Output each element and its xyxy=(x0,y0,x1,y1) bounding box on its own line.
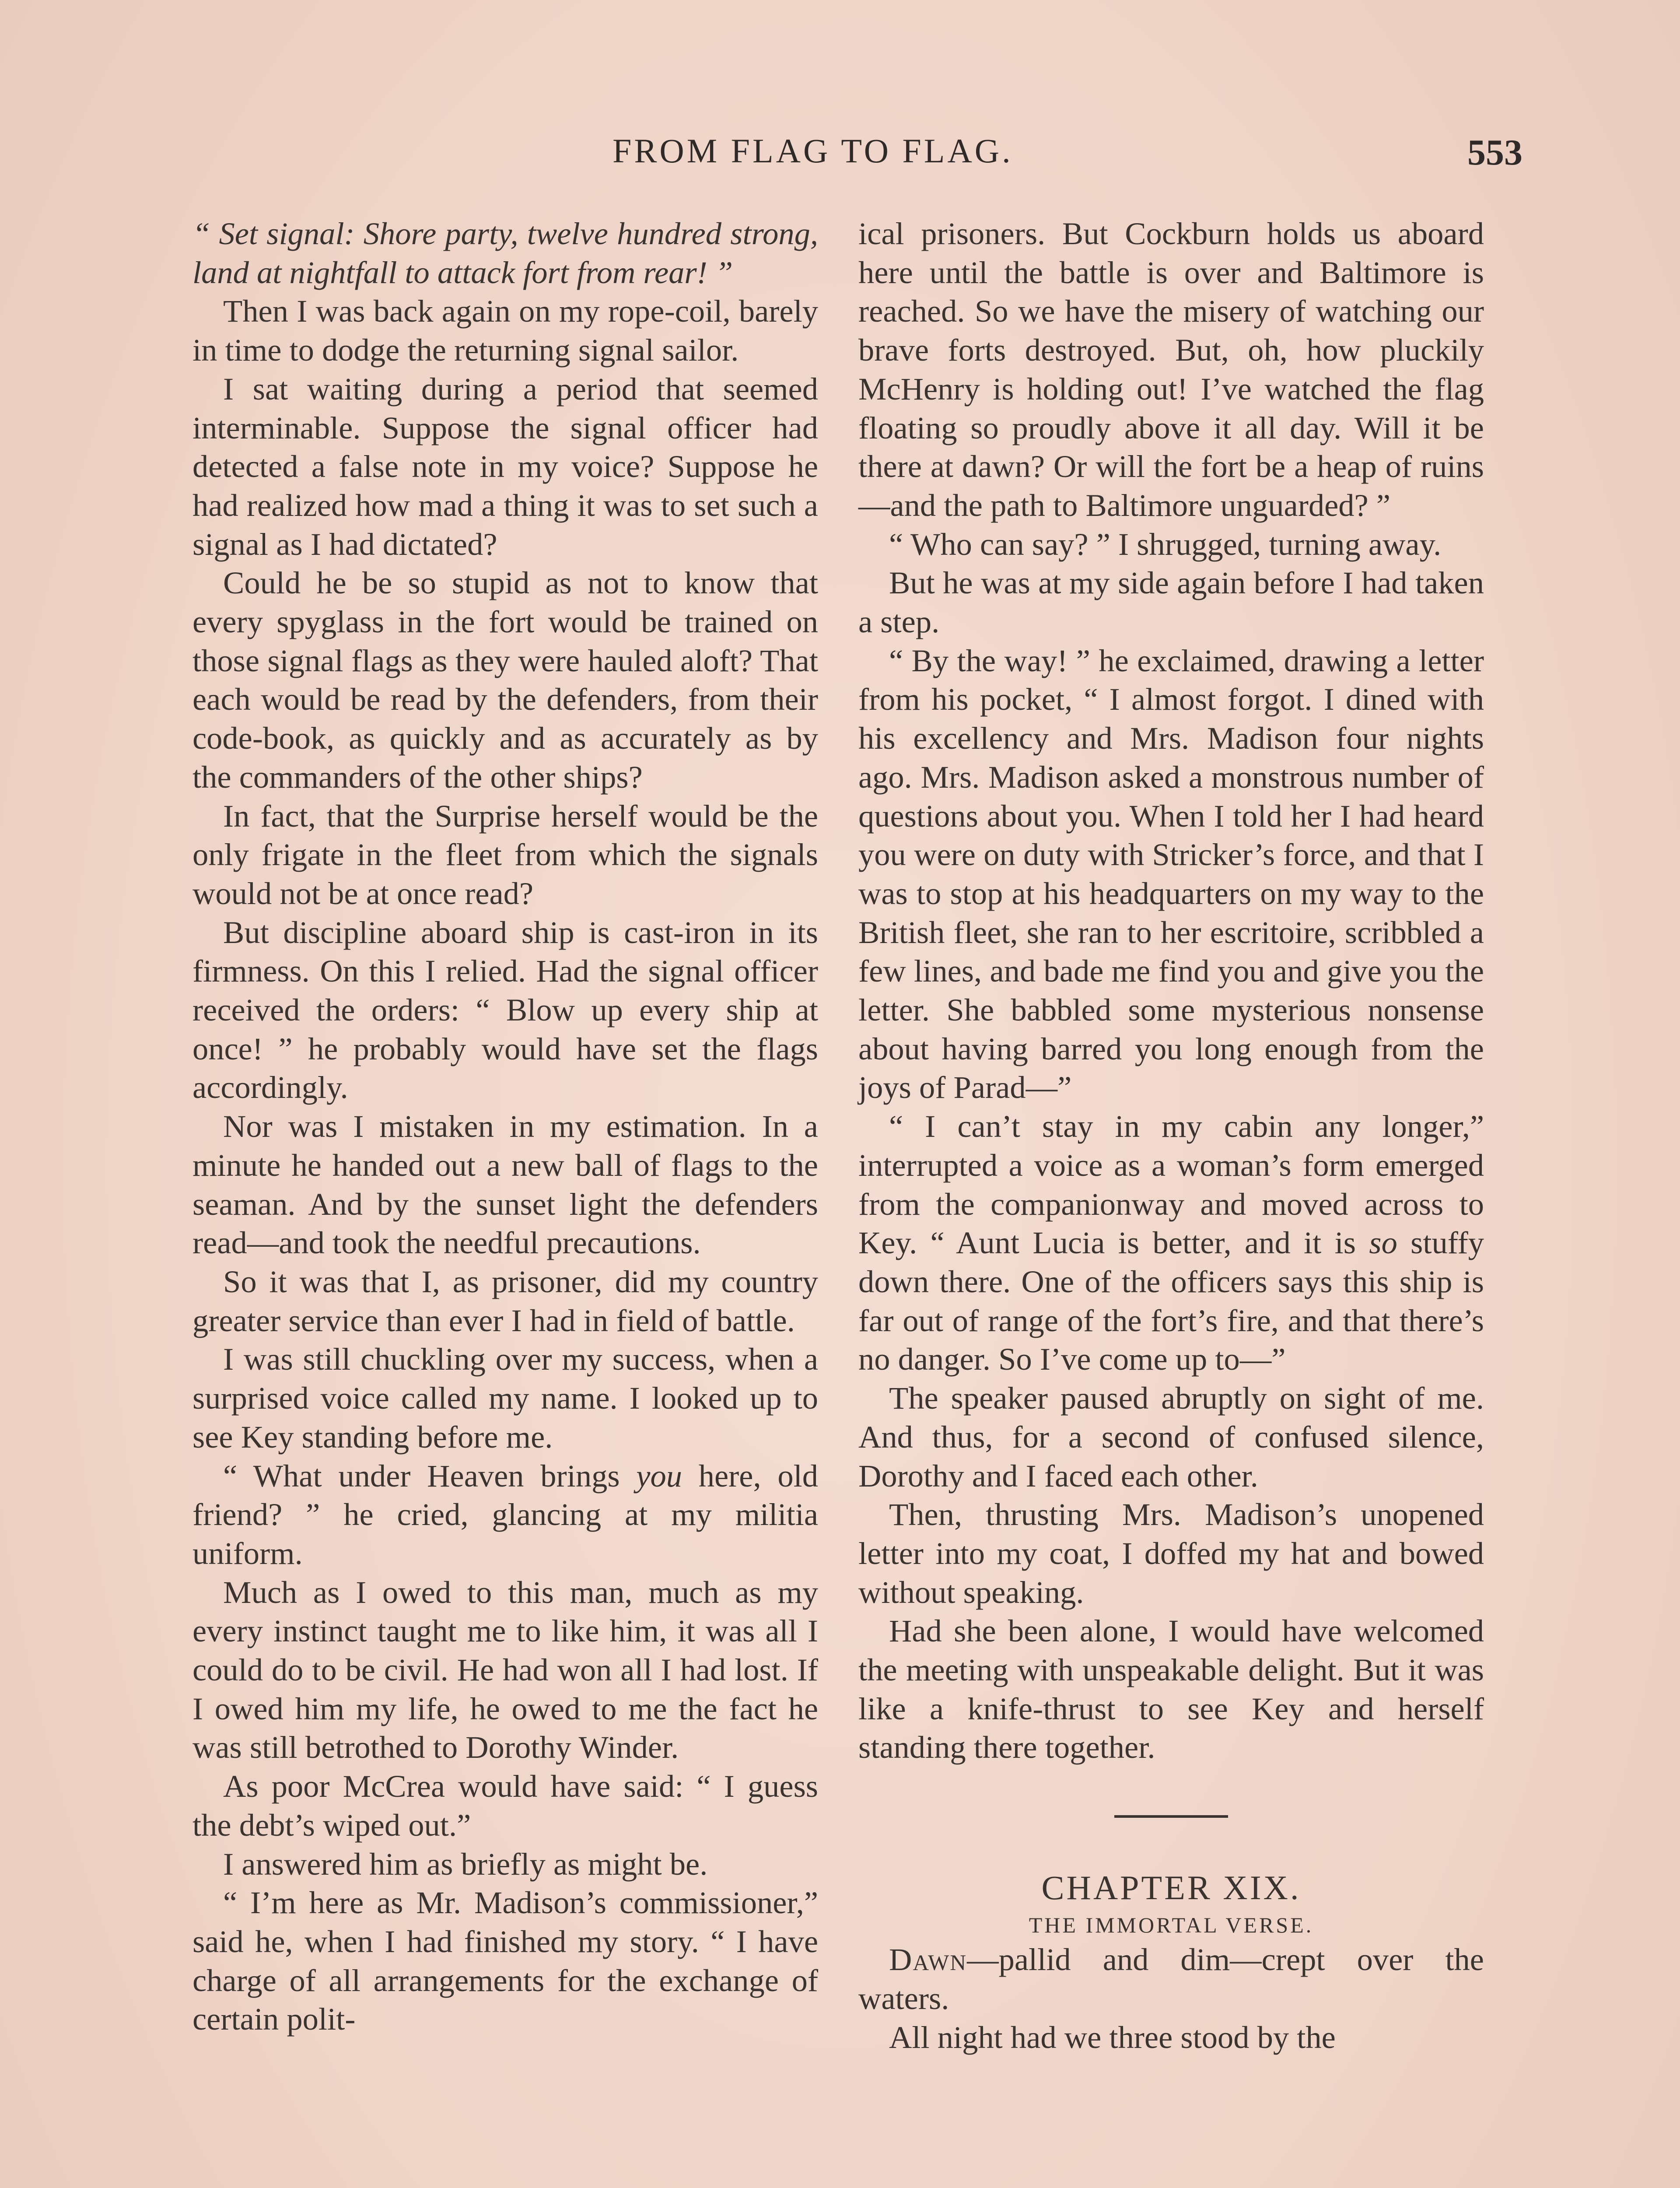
paragraph: Much as I owed to this man, much as my every instinct taught me to like him, it was all I could do to be civil. He had won all I had lost. If I owed him my life, he owed to me the fact he was still betrothed to Dorothy Winder. xyxy=(192,1574,818,1765)
paragraph: ical prisoners. But Cockburn holds us aboard here until the battle is over and Baltimore is reached. So we have the misery of watching our brave forts destroyed. But, oh, how pluckily McHenry is holding out! I’ve watched the flag floating so proudly above it all day. Will it be there at dawn? Or will the fort be a heap of ruins—and the path to Baltimore unguarded? ” xyxy=(858,216,1484,523)
paragraph: I answered him as briefly as might be. xyxy=(223,1846,708,1882)
page-number: 553 xyxy=(1467,132,1522,173)
paragraph-text: “ What under Heaven brings xyxy=(223,1458,637,1494)
chapter-title: CHAPTER XIX. xyxy=(1041,1869,1301,1907)
paragraph: Then I was back again on my rope-coil, barely in time to dodge the returning signal sailor. xyxy=(192,293,818,368)
paragraph-text: —pallid and dim—crept over the waters. xyxy=(858,1942,1484,2016)
paragraph xyxy=(192,1457,818,1573)
left-column xyxy=(192,214,818,2039)
paragraph-text: “ I can’t stay in my cabin any longer,” interrupted a voice as a woman’s form emerged from the companionway and moved across to Key. “ Aunt Lucia is better, and it is xyxy=(858,1108,1484,1261)
paragraph xyxy=(858,1107,1484,1379)
chapter-subtitle: THE IMMORTAL VERSE. xyxy=(1029,1913,1314,1938)
paragraph: “ Who can say? ” I shrugged, turning away. xyxy=(889,526,1442,562)
emphasis-text: you xyxy=(636,1458,682,1494)
paragraph: Had she been alone, I would have welcomed the meeting with unspeakable delight. But it was like a knife-thrust to see Key and herself standing there together. xyxy=(858,1613,1484,1765)
paragraph: Nor was I mistaken in my estimation. In a minute he handed out a new ball of flags to the seaman. And by the sunset light the defenders read—and took the needful precautions. xyxy=(192,1108,818,1261)
paragraph: I sat waiting during a period that seemed interminable. Suppose the signal officer had detected a false note in my voice? Suppose he had realized how mad a thing it was to set such a signal as I had dictated? xyxy=(192,371,818,562)
paragraph: As poor McCrea would have said: “ I guess the debt’s wiped out.” xyxy=(192,1768,818,1843)
paragraph: I was still chuckling over my success, when a surprised voice called my name. I looked up to see Key standing before me. xyxy=(192,1341,818,1455)
paragraph-text: stuffy down there. One of the officers says this ship is far out of range of the fort’s fire, and that there’s no danger. So I’ve come up to—” xyxy=(858,1225,1484,1377)
paragraph: In fact, that the Surprise herself would be the only frigate in the fleet from which the signals would not be at once read? xyxy=(192,798,818,911)
paragraph xyxy=(858,1940,1484,2018)
lead-word: Dawn xyxy=(889,1942,967,1978)
running-head xyxy=(184,131,1549,184)
paragraph: “ I’m here as Mr. Madison’s commissioner,” said he, when I had finished my story. “ I have charge of all arrangements for the exchange of certain polit- xyxy=(192,1885,818,2037)
paragraph: But he was at my side again before I had taken a step. xyxy=(858,565,1484,640)
paragraph: So it was that I, as prisoner, did my country greater service than ever I had in field of battle. xyxy=(192,1263,818,1338)
section-divider xyxy=(1114,1815,1228,1818)
running-title: FROM FLAG TO FLAG. xyxy=(612,132,1013,170)
paragraph: “ By the way! ” he exclaimed, drawing a letter from his pocket, “ I almost forgot. I dined with his excellency and Mrs. Madison four nights ago. Mrs. Madison asked a monstrous number of questions about you. When I told her I had heard you were on duty with Stricker’s force, and that I was to stop at his headquarters on my way to the British fleet, she ran to her escritoire, scribbled a few lines, and bade me find you and give you the letter. She babbled some mysterious nonsense about having barred you long enough from the joys of Parad—” xyxy=(858,642,1484,1105)
paragraph: Could he be so stupid as not to know that every spyglass in the fort would be trained on those signal flags as they were hauled aloft? That each would be read by the defenders, from their code-book, as quickly and as accurately as by the commanders of the other ships? xyxy=(192,565,818,795)
right-column xyxy=(858,214,1484,2057)
paragraph: The speaker paused abruptly on sight of me. And thus, for a second of confused silence, Dorothy and I faced each other. xyxy=(858,1380,1484,1494)
paragraph-text: here, old friend? ” he cried, glancing at my militia uniform. xyxy=(192,1458,818,1571)
paragraph: But discipline aboard ship is cast-iron in its firmness. On this I relied. Had the signal officer received the orders: “ Blow up every ship at once! ” he probably would have set the flags accordingly. xyxy=(192,914,818,1105)
signal-text: “ Set signal: Shore party, twelve hundred strong, land at nightfall to attack fort from rear! ” xyxy=(192,216,818,290)
paragraph: All night had we three stood by the xyxy=(889,2019,1336,2055)
paragraph: Then, thrusting Mrs. Madison’s unopened letter into my coat, I doffed my hat and bowed without speaking. xyxy=(858,1497,1484,1610)
emphasis-text: so xyxy=(1369,1225,1397,1261)
